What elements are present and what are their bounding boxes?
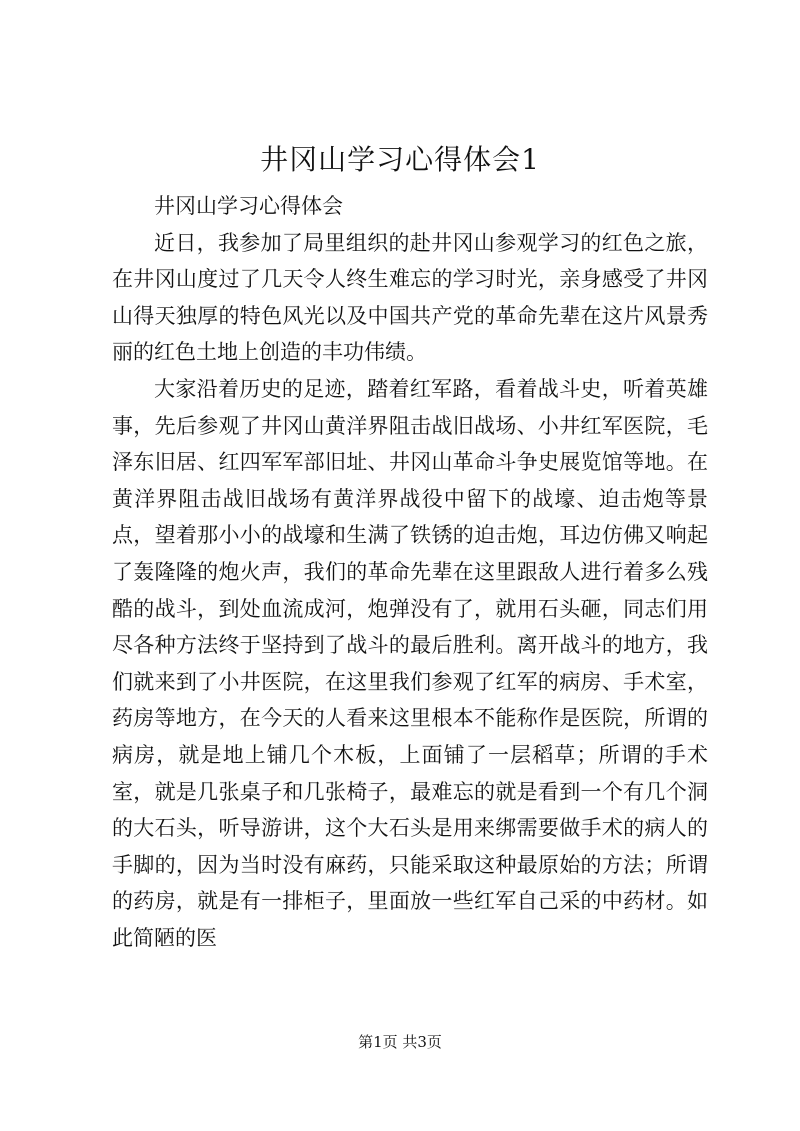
paragraph: 近日，我参加了局里组织的赴井冈山参观学习的红色之旅，在井冈山度过了几天令人终生难忘的学习时光，亲身感受了井冈山得天独厚的特色风光以及中国共产党的革命先辈在这片风景秀丽的红色土地上创造的丰功伟绩。 (112, 230, 708, 365)
document-body (112, 188, 708, 956)
page-footer: 第1页 共3页 (358, 1033, 442, 1051)
paragraph: 大家沿着历史的足迹，踏着红军路，看着战斗史，听着英雄事，先后参观了井冈山黄洋界阻击战旧战场、小井红军医院，毛泽东旧居、红四军军部旧址、井冈山革命斗争史展览馆等地。在黄洋界阻击战旧战场有黄洋界战役中留下的战壕、迫击炮等景点，望着那小小的战壕和生满了铁锈的迫击炮，耳边仿佛又响起了轰隆隆的炮火声，我们的革命先辈在这里跟敌人进行着多么残酷的战斗，到处血流成河，炮弹没有了，就用石头砸，同志们用尽各种方法终于坚持到了战斗的最后胜利。离开战斗的地方，我们就来到了小井医院，在这里我们参观了红军的病房、手术室，药房等地方，在今天的人看来这里根本不能称作是医院，所谓的病房，就是地上铺几个木板，上面铺了一层稻草；所谓的手术室，就是几张桌子和几张椅子，最难忘的就是看到一个有几个洞的大石头，听导游讲，这个大石头是用来绑需要做手术的病人的手脚的，因为当时没有麻药，只能采取这种最原始的方法；所谓的药房，就是有一排柜子，里面放一些红军自己采的中药材。如此简陋的医 (112, 376, 708, 950)
document-subtitle: 井冈山学习心得体会 (154, 194, 343, 218)
document-title: 井冈山学习心得体会1 (260, 143, 540, 176)
